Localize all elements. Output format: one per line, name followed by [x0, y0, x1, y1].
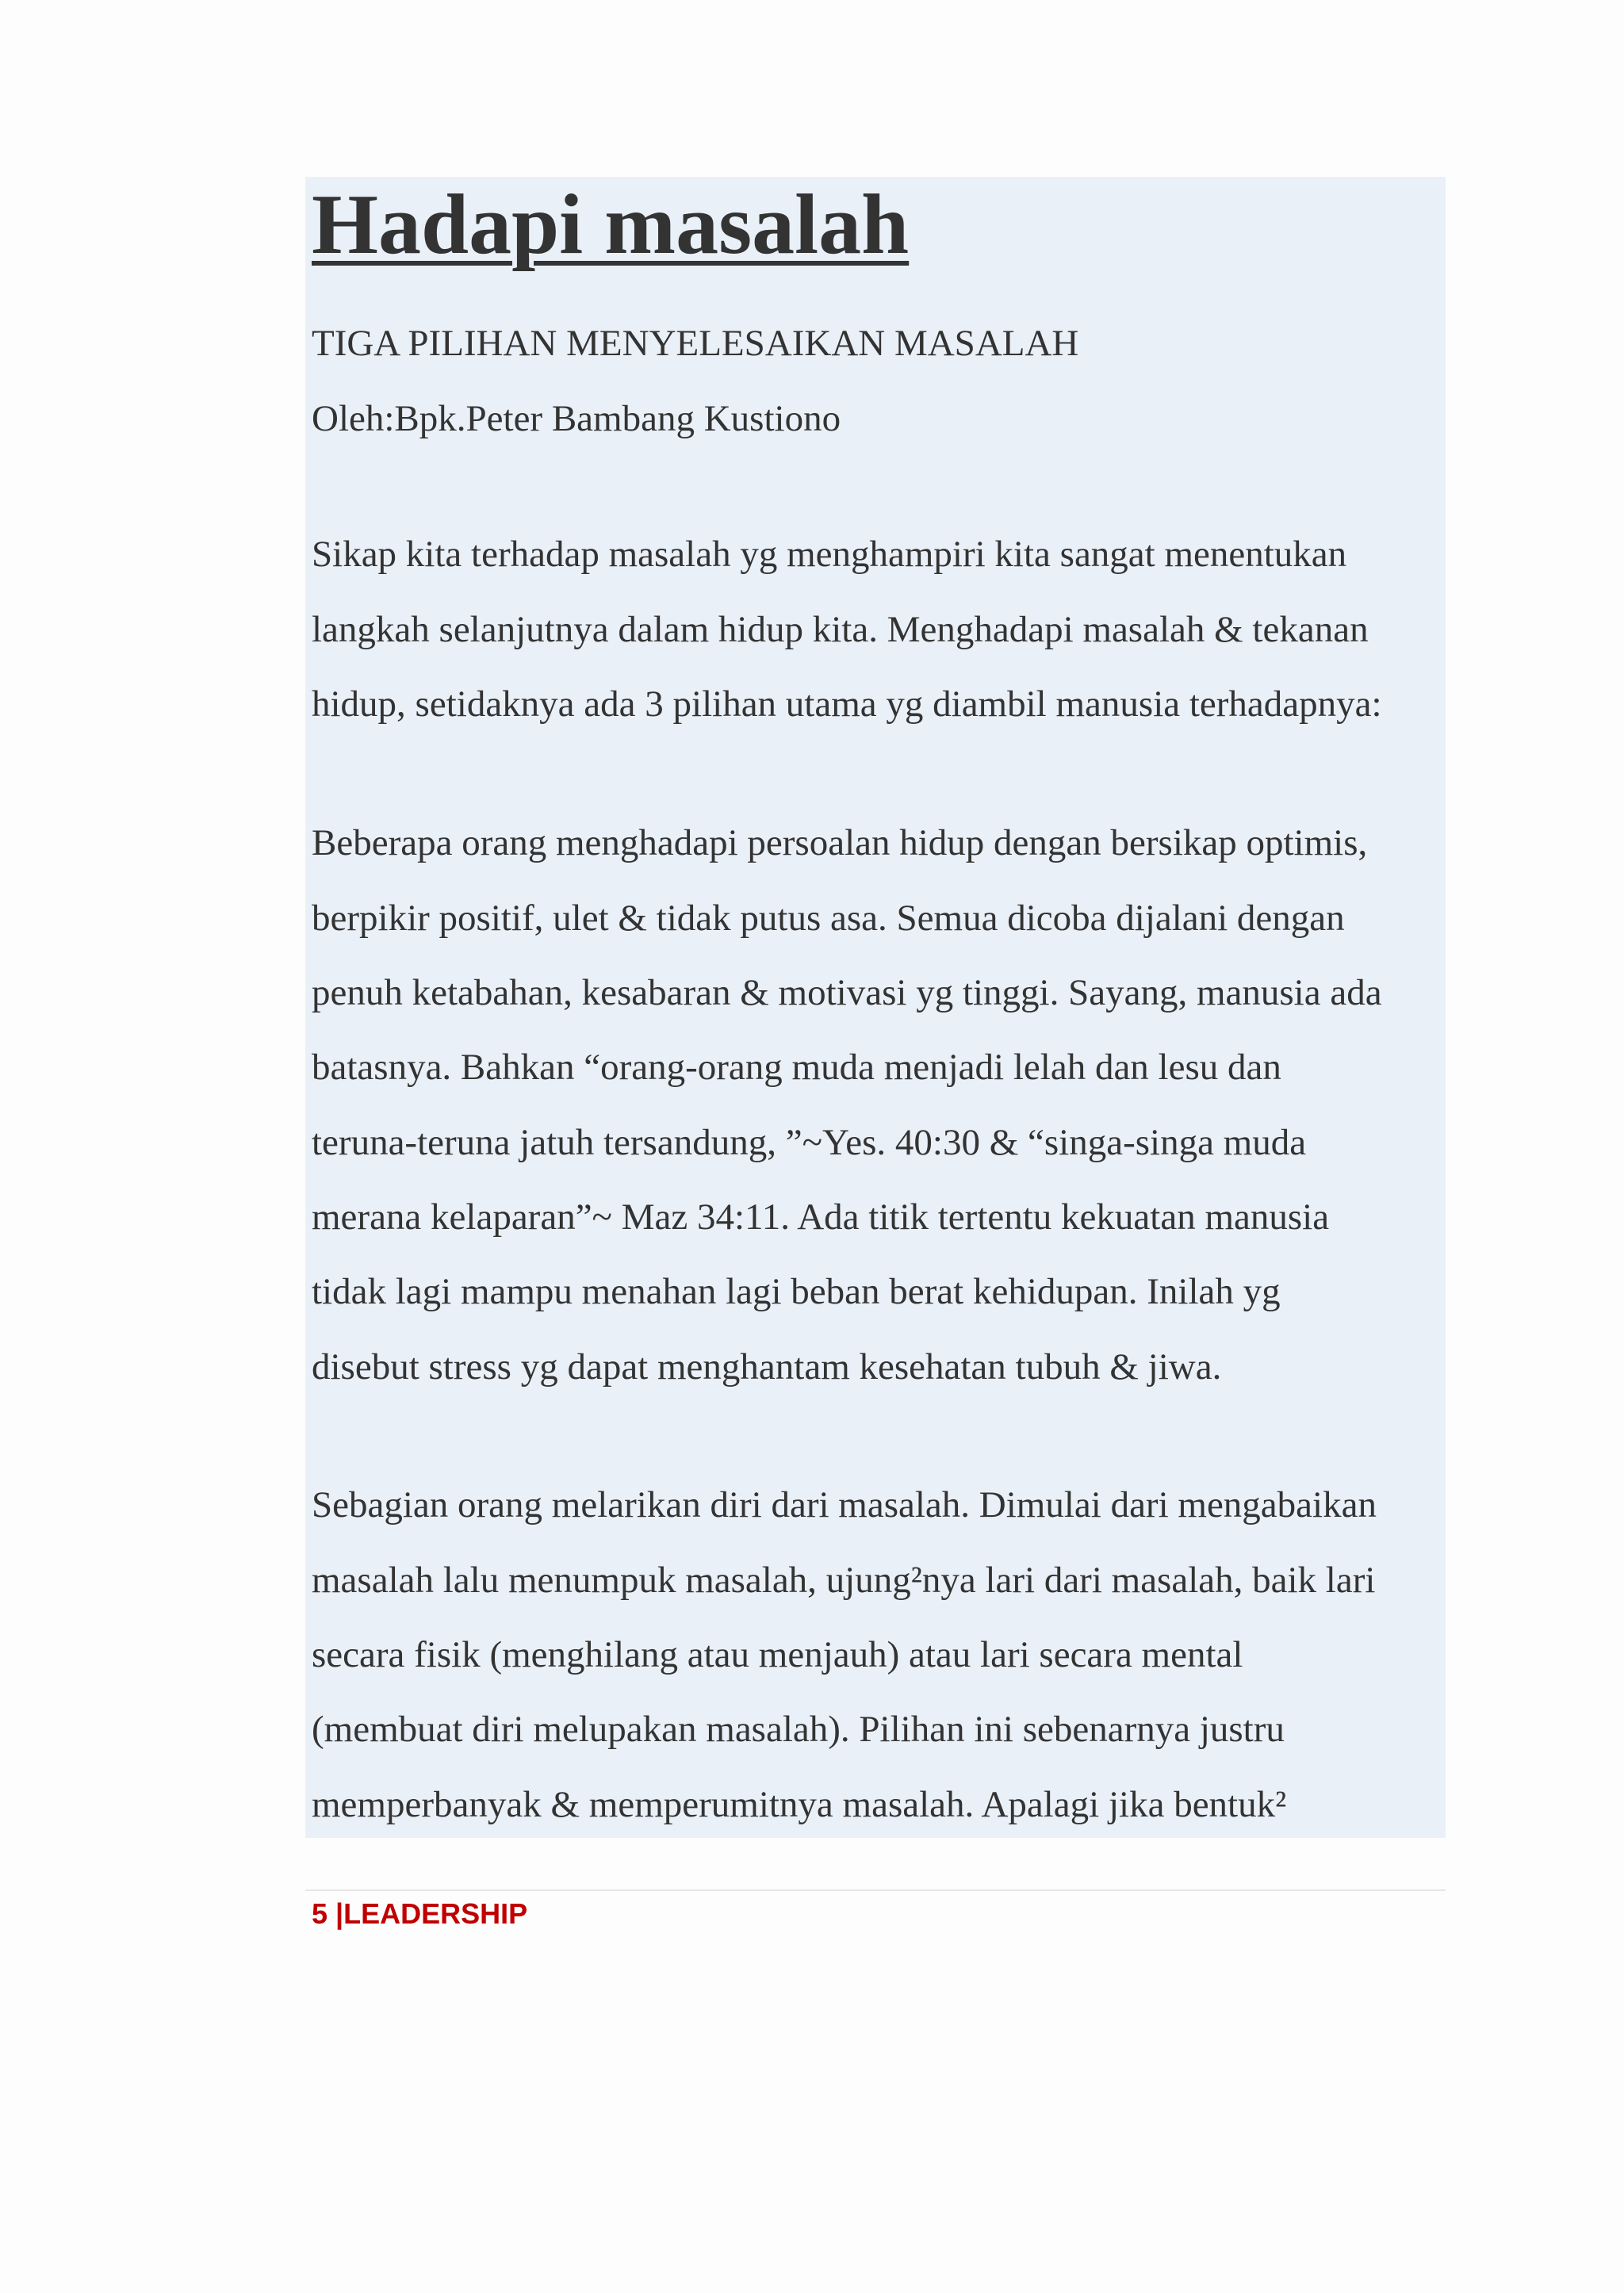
paragraph-2-line: Beberapa orang menghadapi persoalan hidup dengan bersikap optimis, — [312, 822, 1368, 863]
paragraph-3-line: secara fisik (menghilang atau menjauh) atau lari secara mental — [312, 1634, 1243, 1675]
paragraph-1-line: hidup, setidaknya ada 3 pilihan utama yg diambil manusia terhadapnya: — [312, 683, 1382, 725]
paragraph-2-line: penuh ketabahan, kesabaran & motivasi yg tinggi. Sayang, manusia ada — [312, 972, 1382, 1013]
paragraph-2-line: merana kelaparan”~ Maz 34:11. Ada titik tertentu kekuatan manusia — [312, 1196, 1330, 1238]
footer-page-label: 5 |LEADERSHIP — [312, 1897, 528, 1930]
paragraph-2-line: tidak lagi mampu menahan lagi beban berat kehidupan. Inilah yg — [312, 1271, 1281, 1312]
paragraph-1-line: Sikap kita terhadap masalah yg menghampiri kita sangat menentukan — [312, 534, 1347, 575]
paragraph-3-line: masalah lalu menumpuk masalah, ujung²nya lari dari masalah, baik lari — [312, 1560, 1376, 1601]
paragraph-1-line: langkah selanjutnya dalam hidup kita. Menghadapi masalah & tekanan — [312, 609, 1369, 650]
paragraph-2-line: disebut stress yg dapat menghantam kesehatan tubuh & jiwa. — [312, 1346, 1222, 1388]
paragraph-3-line: Sebagian orang melarikan diri dari masalah. Dimulai dari mengabaikan — [312, 1484, 1377, 1525]
article-author: Oleh:Bpk.Peter Bambang Kustiono — [312, 398, 841, 439]
article-content — [305, 177, 1446, 1838]
paragraph-2-line: berpikir positif, ulet & tidak putus asa. Semua dicoba dijalani dengan — [312, 898, 1345, 939]
paragraph-2-line: batasnya. Bahkan “orang-orang muda menjadi lelah dan lesu dan — [312, 1047, 1281, 1088]
paragraph-3-line: memperbanyak & memperumitnya masalah. Apalagi jika bentuk² — [312, 1784, 1287, 1825]
article-title: Hadapi masalah — [312, 178, 910, 272]
paragraph-2-line: teruna-teruna jatuh tersandung, ”~Yes. 40:30 & “singa-singa muda — [312, 1122, 1307, 1163]
paragraph-3-line: (membuat diri melupakan masalah). Pilihan ini sebenarnya justru — [312, 1709, 1285, 1750]
article-subtitle: TIGA PILIHAN MENYELESAIKAN MASALAH — [312, 323, 1079, 364]
